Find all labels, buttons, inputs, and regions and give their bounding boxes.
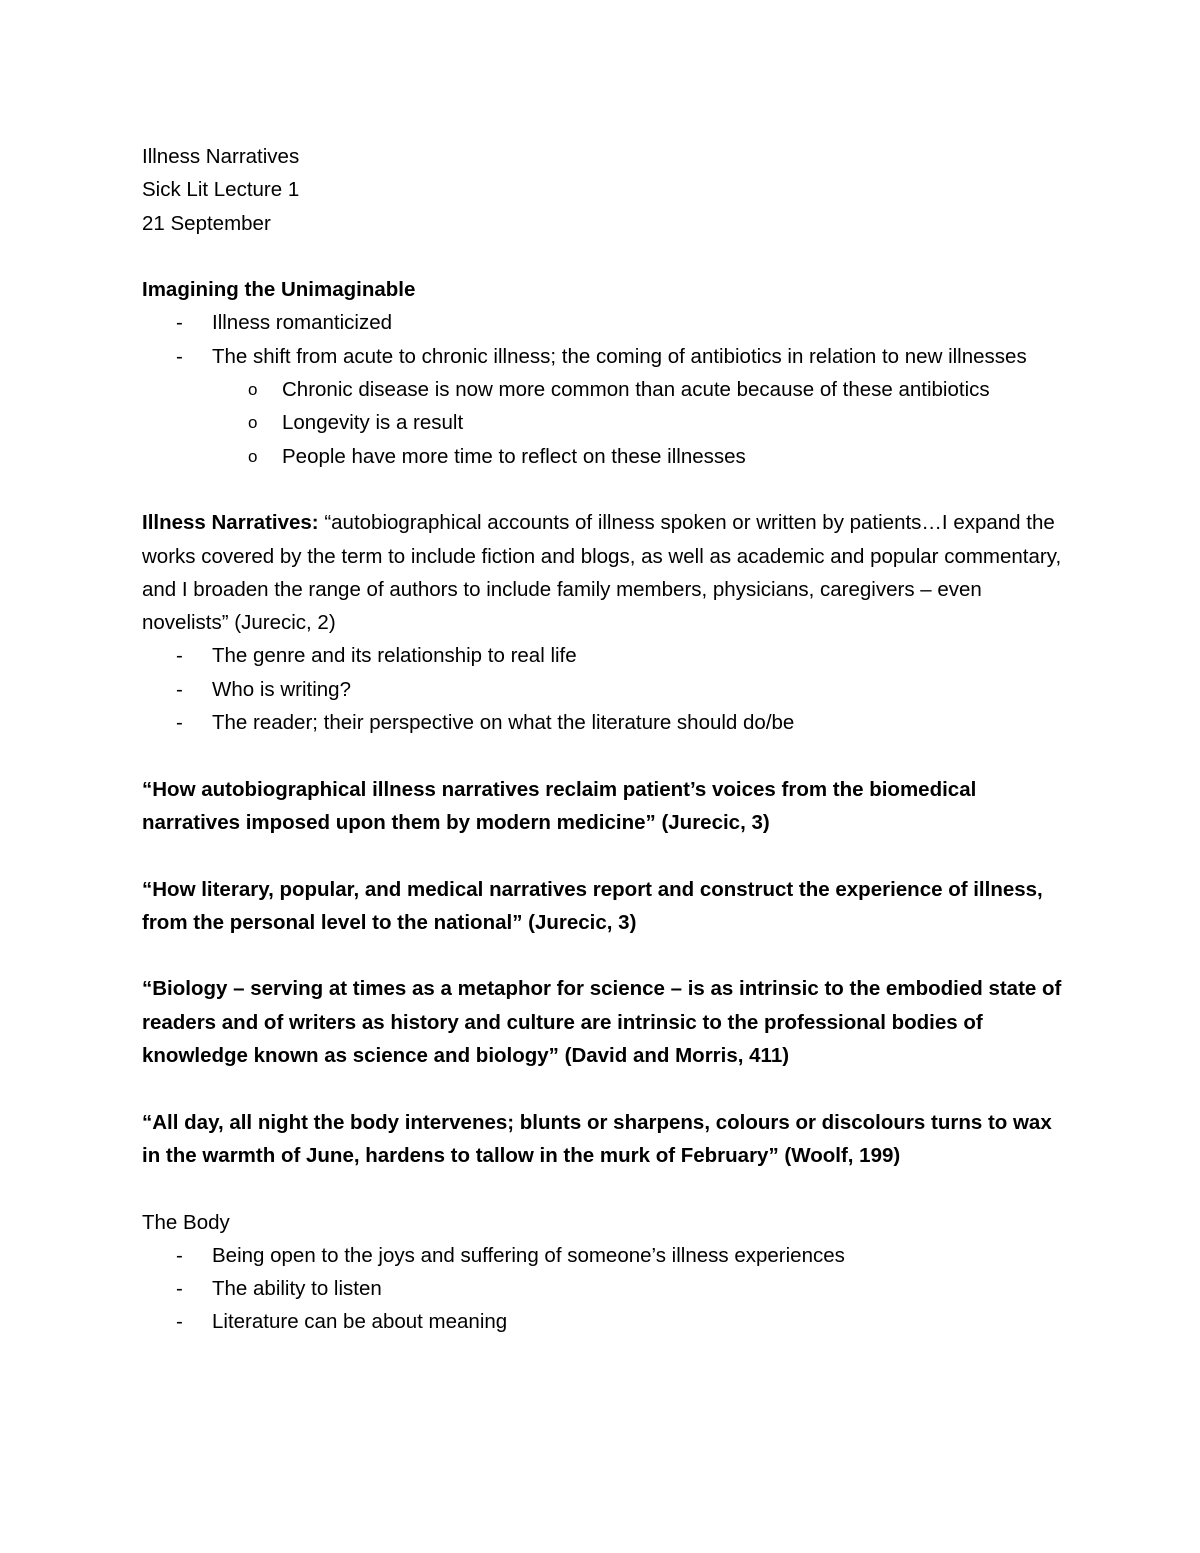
quote-4-line: “All day, all night the body intervenes; blunts or sharpens, colours or discolours turns to wax xyxy=(142,1110,1052,1134)
sub-list-item xyxy=(142,406,1062,439)
dash-marker: - xyxy=(176,344,183,368)
circle-bullet-icon: o xyxy=(248,413,258,433)
spacer xyxy=(142,240,1062,273)
lecture-date: 21 September xyxy=(142,211,271,235)
list-item-text: Literature can be about meaning xyxy=(212,1310,508,1334)
sub-list xyxy=(212,373,1062,473)
definition-text: “autobiographical accounts of illness spoken or written by patients…I expand the works covered by the term to include fiction and blogs, as well as academic and popular commentary, and I broaden the range of authors to include family members, physicians, caregivers – even novelists” (Jurecic, 2) xyxy=(142,511,1062,635)
definition-paragraph xyxy=(142,506,1062,639)
section-heading-body: The Body xyxy=(142,1210,230,1234)
quote-3-line: “Biology – serving at times as a metaphor for science – is as intrinsic to the embodied state of xyxy=(142,977,1062,1001)
quote-3-line: knowledge known as science and biology” (David and Morris, 411) xyxy=(142,1044,790,1068)
dash-marker: - xyxy=(176,1310,183,1334)
document-content xyxy=(142,140,1062,1339)
list-item-text: The shift from acute to chronic illness; the coming of antibiotics in relation to new illnesses xyxy=(212,344,1027,368)
quote-1-line: “How autobiographical illness narratives reclaim patient’s voices from the biomedical xyxy=(142,777,977,801)
list-item-text: The genre and its relationship to real life xyxy=(212,644,577,668)
list-item xyxy=(142,306,1062,339)
spacer xyxy=(142,739,1062,772)
dash-marker: - xyxy=(176,711,183,735)
circle-bullet-icon: o xyxy=(248,446,258,466)
spacer xyxy=(142,939,1062,972)
list-item-text: Who is writing? xyxy=(212,677,351,701)
list-item xyxy=(142,1239,1062,1272)
quote-2-line: from the personal level to the national” (Jurecic, 3) xyxy=(142,910,637,934)
list-item xyxy=(142,673,1062,706)
definition-term: Illness Narratives: xyxy=(142,511,319,535)
dash-marker: - xyxy=(176,677,183,701)
list-item xyxy=(142,706,1062,739)
section-heading-imagining: Imagining the Unimaginable xyxy=(142,278,416,302)
list-item xyxy=(142,1272,1062,1305)
quote-2-line: “How literary, popular, and medical narratives report and construct the experience of illness, xyxy=(142,877,1043,901)
list-item xyxy=(142,340,1062,473)
spacer xyxy=(142,1072,1062,1105)
body-list xyxy=(142,1239,1062,1339)
sub-list-item-text: People have more time to reflect on these illnesses xyxy=(282,444,746,468)
dash-marker: - xyxy=(176,1243,183,1267)
sub-list-item-text: Longevity is a result xyxy=(282,411,464,435)
sub-list-item xyxy=(142,440,1062,473)
list-item-text: Illness romanticized xyxy=(212,311,393,335)
list-item xyxy=(142,1305,1062,1338)
document-title: Illness Narratives xyxy=(142,145,300,168)
list-item-text: The ability to listen xyxy=(212,1277,382,1301)
sub-list-item-text: Chronic disease is now more common than acute because of these antibiotics xyxy=(282,378,990,402)
dash-marker: - xyxy=(176,1277,183,1301)
list-item xyxy=(142,639,1062,672)
course-name: Sick Lit Lecture 1 xyxy=(142,178,300,202)
circle-bullet-icon: o xyxy=(248,380,258,400)
quote-1-line: narratives imposed upon them by modern medicine” (Jurecic, 3) xyxy=(142,810,770,834)
list-item-text: The reader; their perspective on what the literature should do/be xyxy=(212,711,795,735)
quote-4-line: in the warmth of June, hardens to tallow in the murk of February” (Woolf, 199) xyxy=(142,1143,901,1167)
list-item-text: Being open to the joys and suffering of someone’s illness experiences xyxy=(212,1243,845,1267)
dash-marker: - xyxy=(176,644,183,668)
sub-list-item xyxy=(142,373,1062,406)
spacer xyxy=(142,473,1062,506)
quote-3-line: readers and of writers as history and culture are intrinsic to the professional bodies of xyxy=(142,1010,983,1034)
spacer xyxy=(142,1172,1062,1205)
definition-list xyxy=(142,639,1062,739)
dash-marker: - xyxy=(176,311,183,335)
spacer xyxy=(142,839,1062,872)
imagining-list xyxy=(142,306,1062,472)
